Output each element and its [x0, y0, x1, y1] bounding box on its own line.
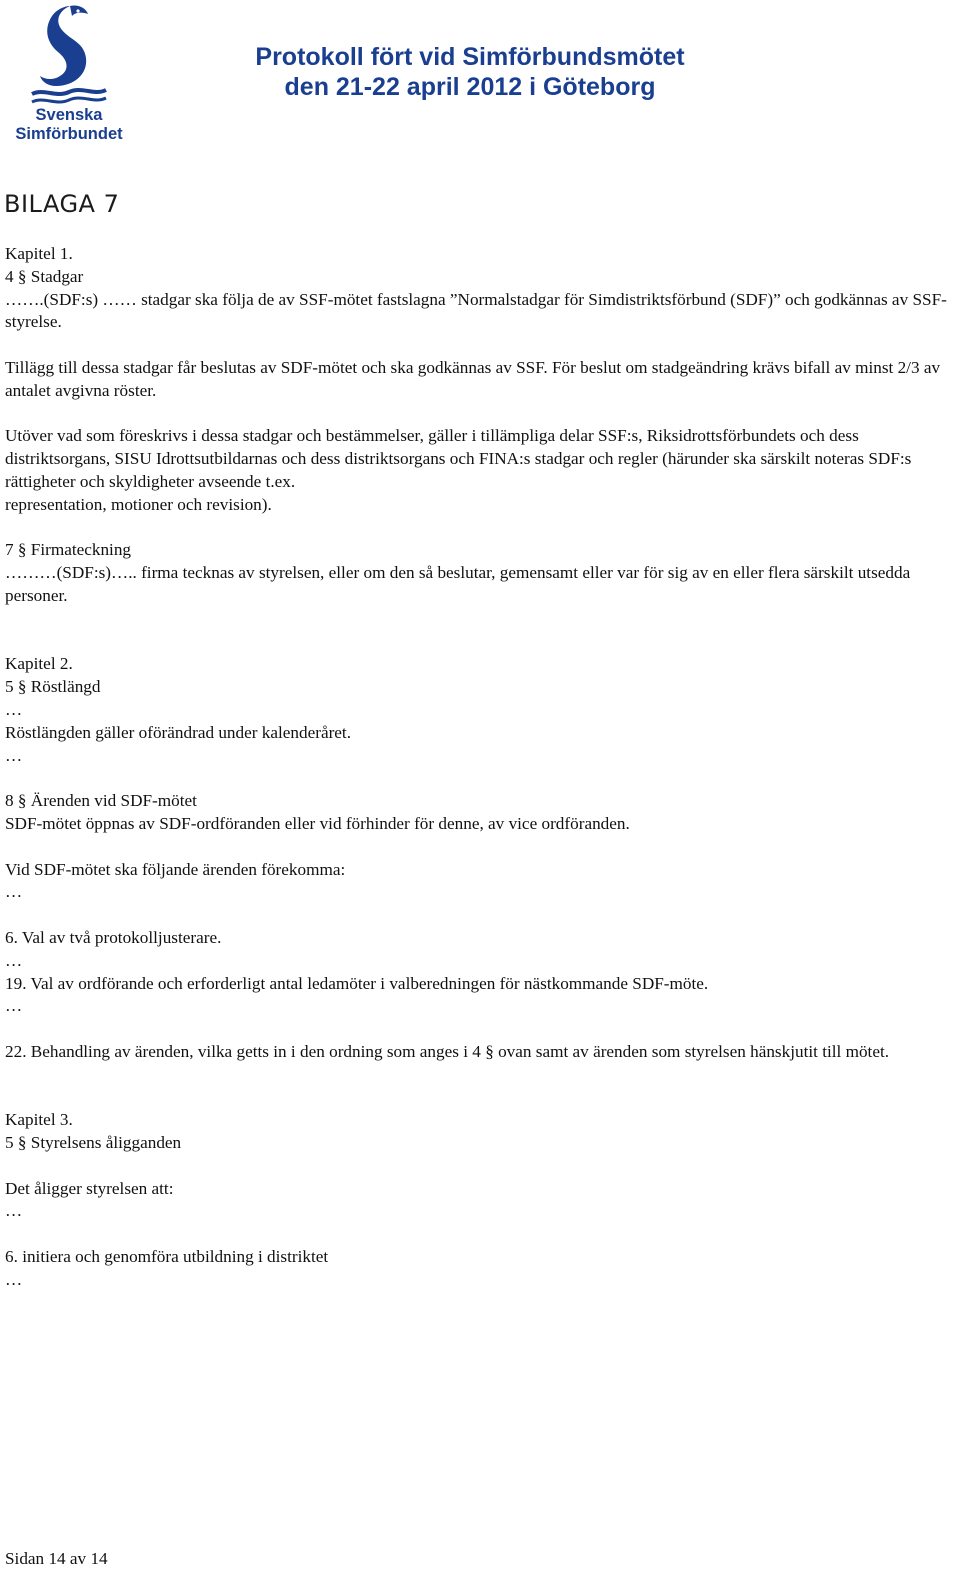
section-5-heading: 5 § Styrelsens åligganden	[5, 1133, 182, 1153]
paragraph: Vid SDF-mötet ska följande ärenden förekomma:	[5, 859, 346, 879]
ellipsis: …	[5, 1269, 23, 1289]
section-4-heading: 4 § Stadgar	[5, 266, 84, 286]
federation-logo	[4, 2, 134, 144]
ellipsis: …	[5, 996, 23, 1016]
section-7-heading: 7 § Firmateckning	[5, 540, 132, 560]
page-number: Sidan 14 av 14	[5, 1549, 108, 1568]
logo-line-1: Svenska	[35, 106, 103, 124]
chapter-3-title: Kapitel 3.	[5, 1110, 73, 1130]
paragraph: Tillägg till dessa stadgar får beslutas av SDF-mötet och ska godkännas av SSF. För beslut om stadgeändring krävs bifall av minst 2/3 av antalet avgivna röster.	[5, 357, 941, 400]
swan-s-logo-icon	[26, 2, 112, 106]
document-body	[5, 243, 957, 1292]
paragraph: …….(SDF:s) …… stadgar ska följa de av SSF-mötet fastslagna ”Normalstadgar för Simdistriktsförbund (SDF)” och godkännas av SSF-styrelse.	[5, 289, 947, 332]
list-item: 6. initiera och genomföra utbildning i distriktet	[5, 1247, 329, 1267]
chapter-2-title: Kapitel 2.	[5, 654, 73, 674]
section-5-heading: 5 § Röstlängd	[5, 677, 101, 697]
section-8-heading: 8 § Ärenden vid SDF-mötet	[5, 791, 197, 811]
paragraph: ………(SDF:s)….. firma tecknas av styrelsen, eller om den så beslutar, gemensamt eller var för sig av en eller flera särskilt utsedda personer.	[5, 563, 911, 605]
page-title: BILAGA 7	[4, 190, 120, 218]
list-item: 22. Behandling av ärenden, vilka getts in i den ordning som anges i 4 § ovan samt av ärenden som styrelsen hänskjutit till mötet.	[5, 1041, 890, 1061]
paragraph: Det åligger styrelsen att:	[5, 1178, 174, 1198]
header-subtitle: den 21-22 april 2012 i Göteborg	[284, 73, 656, 101]
header-title: Protokoll fört vid Simförbundsmötet	[255, 43, 685, 71]
ellipsis: …	[5, 745, 23, 765]
list-item: 6. Val av två protokolljusterare.	[5, 927, 222, 947]
logo-line-2: Simförbundet	[15, 125, 123, 143]
logo-wordmark	[4, 106, 134, 144]
ellipsis: …	[5, 950, 23, 970]
chapter-1-title: Kapitel 1.	[5, 244, 73, 263]
paragraph: representation, motioner och revision).	[5, 494, 272, 514]
paragraph: Röstlängden gäller oförändrad under kalenderåret.	[5, 722, 351, 742]
ellipsis: …	[5, 882, 23, 902]
list-item: 19. Val av ordförande och erforderligt antal ledamöter i valberedningen för nästkommande SDF-möte.	[5, 973, 709, 993]
ellipsis: …	[5, 699, 23, 719]
document-header	[240, 42, 700, 102]
ellipsis: …	[5, 1201, 23, 1221]
paragraph: Utöver vad som föreskrivs i dessa stadgar och bestämmelser, gäller i tillämpliga delar SSF:s, Riksidrottsförbundets och dess distriktsorgans, SISU Idrottsutbildarnas och dess distriktsorgans och FINA:s stadgar och regler (härunder ska särskilt noteras SDF:s rättigheter och skyldigheter avseende t.ex.	[5, 426, 912, 491]
paragraph: SDF-mötet öppnas av SDF-ordföranden eller vid förhinder för denne, av vice ordföranden.	[5, 813, 630, 833]
